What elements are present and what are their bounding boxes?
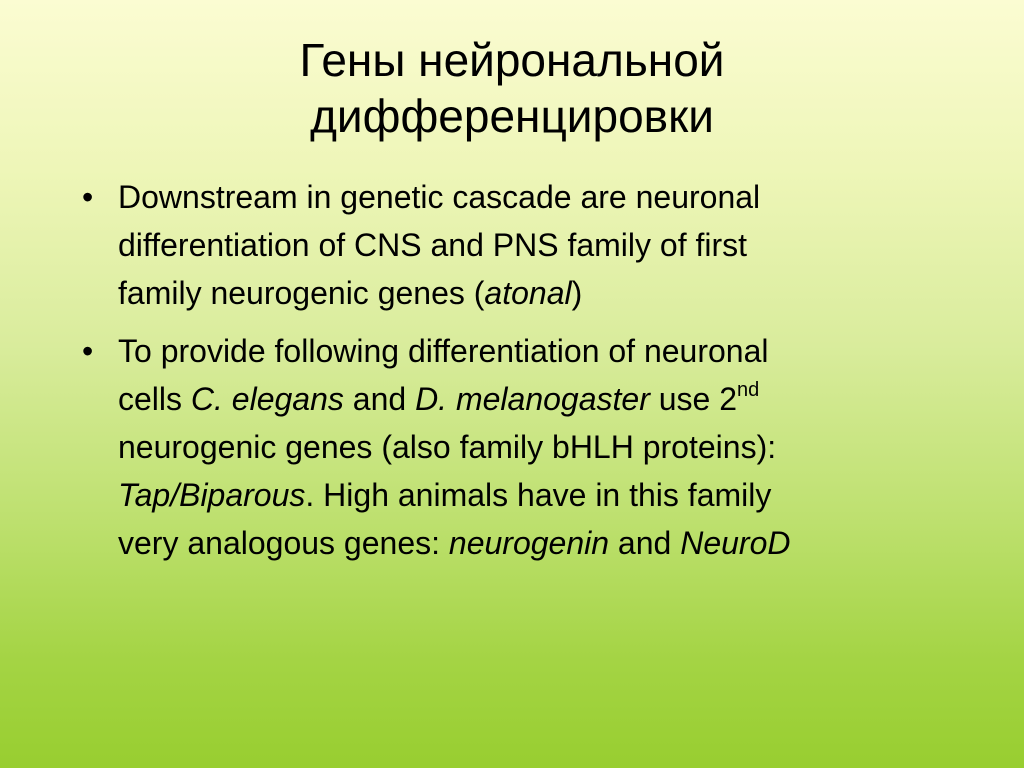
text-segment: family neurogenic genes ( — [118, 275, 485, 311]
text-segment: and — [609, 525, 681, 561]
bullet-1-line-3 — [118, 269, 978, 317]
ordinal-superscript: nd — [737, 379, 760, 401]
slide-title — [80, 32, 944, 144]
bullet-dot: • — [82, 179, 94, 215]
bullet-item-2 — [78, 327, 978, 567]
bullet-2-line-3: neurogenic genes (also family bHLH proteins): — [118, 429, 777, 465]
bullet-1-line-1: Downstream in genetic cascade are neuronal — [118, 179, 761, 215]
bullet-2-line-4 — [118, 471, 978, 519]
title-line-1: Гены нейрональной — [299, 34, 725, 86]
bullet-2-line-1: To provide following differentiation of neuronal — [118, 333, 769, 369]
bullet-2-line-2 — [118, 375, 978, 423]
bullet-1-line-2: differentiation of CNS and PNS family of first — [118, 227, 748, 263]
text-segment: use 2 — [649, 381, 738, 417]
text-segment: very analogous genes: — [118, 525, 449, 561]
bullet-2-line-5 — [118, 519, 978, 567]
species-d-melanogaster: D. melanogaster — [415, 381, 650, 417]
text-segment: and — [343, 381, 416, 417]
gene-name-tap-biparous: Tap/Biparous — [118, 477, 306, 513]
text-segment: . High animals have in this family — [305, 477, 772, 513]
gene-name-atonal: atonal — [484, 275, 572, 311]
title-line-2: дифференцировки — [310, 90, 714, 142]
bullet-list — [78, 173, 978, 577]
bullet-item-1 — [78, 173, 978, 317]
gene-name-neurod: NeuroD — [680, 525, 791, 561]
gene-name-neurogenin: neurogenin — [448, 525, 610, 561]
text-segment: cells — [118, 381, 191, 417]
bullet-dot: • — [82, 333, 94, 369]
text-segment: ) — [571, 275, 583, 311]
species-c-elegans: C. elegans — [190, 381, 344, 417]
